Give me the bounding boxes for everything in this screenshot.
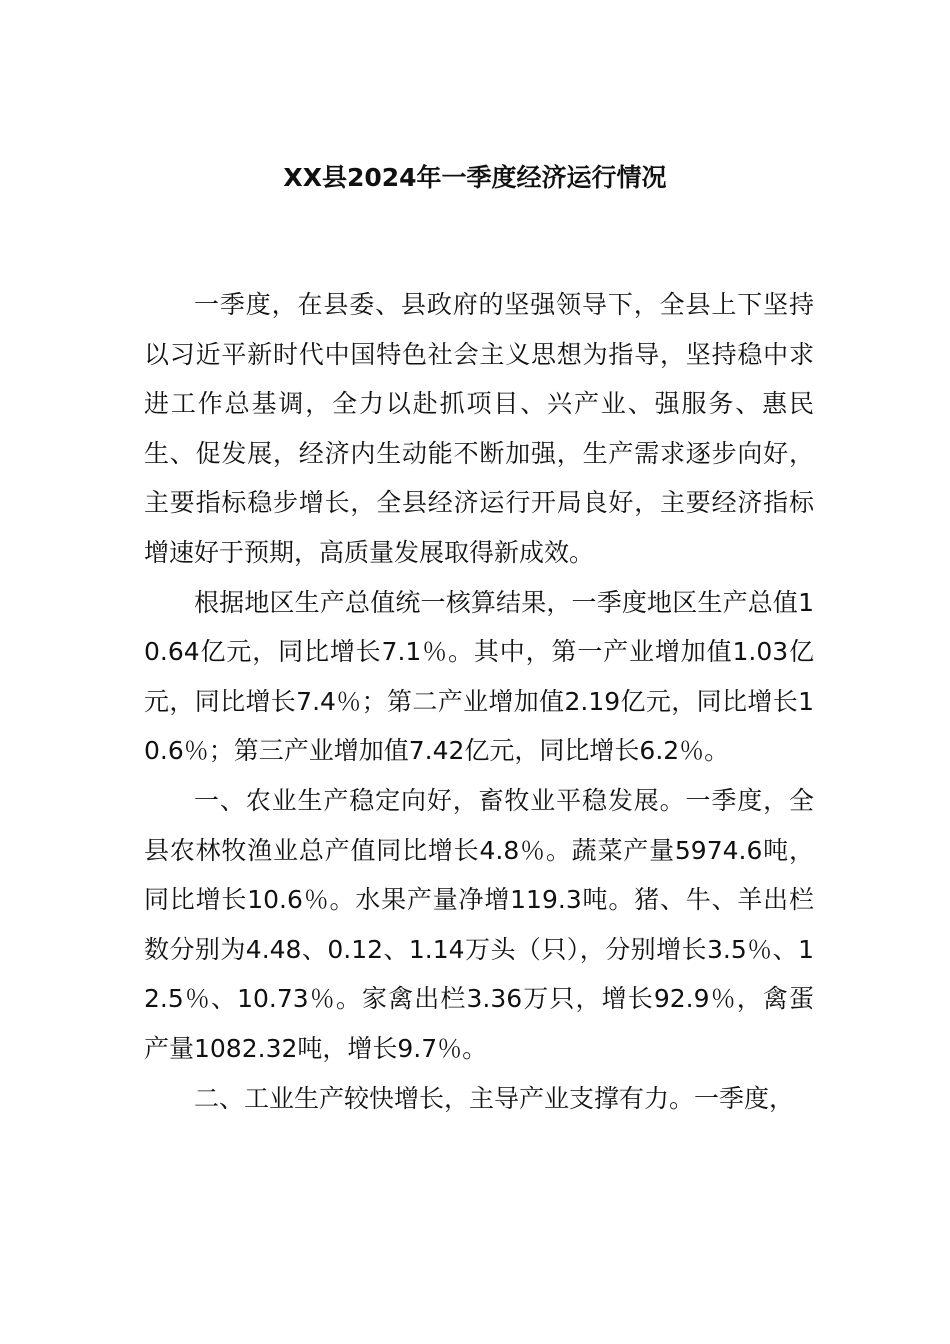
paragraph-agriculture: 一、农业生产稳定向好，畜牧业平稳发展。一季度，全县农林牧渔业总产值同比增长4.8％。蔬菜产量5974.6吨，同比增长10.6％。水果产量净增119.3吨。猪、牛、羊出栏数分别为4.48、0.12、1.14万头（只），分别增长3.5％、12.5％、10.73％。家禽出栏3.36万只，增长92.9％，禽蛋产量1082.32吨，增长9.7％。 — [144, 785, 814, 1063]
paragraph-industry: 二、工业生产较快增长，主导产业支撑有力。一季度， — [194, 1083, 795, 1113]
paragraph-gdp: 根据地区生产总值统一核算结果，一季度地区生产总值10.64亿元，同比增长7.1％。其中，第一产业增加值1.03亿元，同比增长7.4％；第二产业增加值2.19亿元，同比增长10.6％；第三产业增加值7.42亿元，同比增长6.2％。 — [144, 587, 814, 766]
paragraph-intro: 一季度，在县委、县政府的坚强领导下，全县上下坚持以习近平新时代中国特色社会主义思想为指导，坚持稳中求进工作总基调，全力以赴抓项目、兴产业、强服务、惠民生、促发展，经济内生动能不断加强，生产需求逐步向好，主要指标稳步增长，全县经济运行开局良好，主要经济指标增速好于预期，高质量发展取得新成效。 — [144, 290, 814, 567]
document-body — [144, 280, 814, 1124]
document-title: XX县2024年一季度经济运行情况 — [283, 163, 667, 192]
